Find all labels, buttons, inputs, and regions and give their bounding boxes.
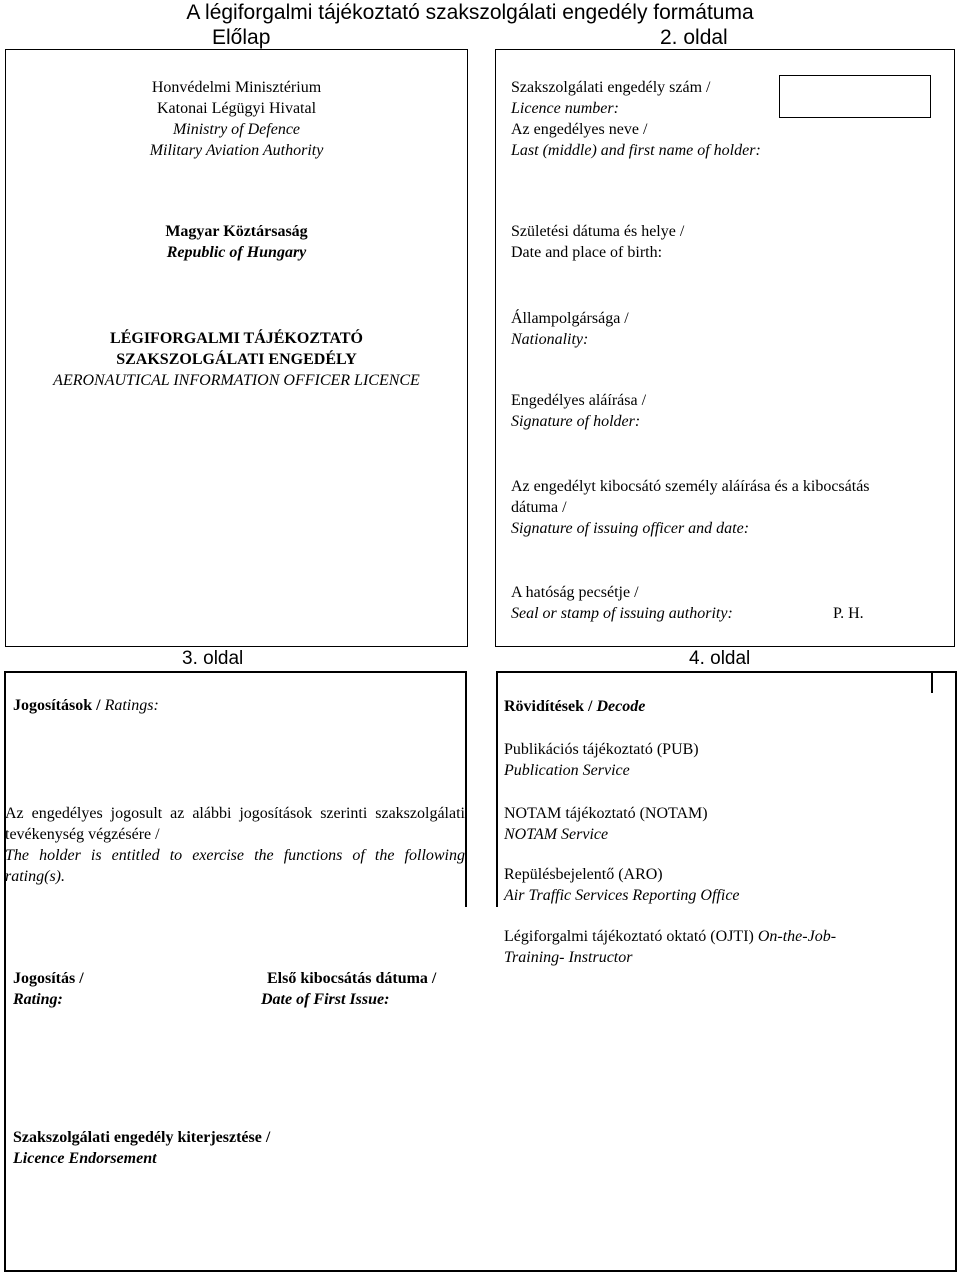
issuer-hu-line-1: Az engedélyt kibocsátó személy aláírása és a kibocsátás <box>511 478 870 495</box>
office-hu: Katonai Légügyi Hivatal <box>156 100 317 117</box>
page-4-left-border <box>496 671 498 907</box>
rating-en: Rating: <box>13 991 63 1008</box>
ojti-en-1: On-the-Job- <box>757 928 837 945</box>
ratings-hu: Jogosítások / <box>13 697 101 714</box>
aro-en: Air Traffic Services Reporting Office <box>504 887 740 904</box>
nationality-en: Nationality: <box>511 331 589 348</box>
endorsement-en: Licence Endorsement <box>13 1150 157 1167</box>
endorsement-hu: Szakszolgálati engedély kiterjesztése / <box>13 1129 271 1146</box>
ratings-en: Ratings: <box>104 697 159 714</box>
page-3-left-border <box>4 671 6 1271</box>
holder-name-en: Last (middle) and first name of holder: <box>511 142 761 159</box>
ph-label: P. H. <box>833 605 864 622</box>
ojti-en-2: Training- Instructor <box>504 949 633 966</box>
notam-hu: NOTAM tájékoztató (NOTAM) <box>504 805 708 822</box>
bottom-border <box>4 1270 957 1272</box>
page-3-right-border <box>465 671 467 907</box>
entitled-en: The holder is entitled to exercise the functions of the following rating(s). <box>5 847 465 885</box>
authority-en: Military Aviation Authority <box>149 142 324 159</box>
first-issue-en: Date of First Issue: <box>261 991 390 1008</box>
licence-title-line-1: LÉGIFORGALMI TÁJÉKOZTATÓ <box>110 330 363 347</box>
licence-number-hu: Szakszolgálati engedély szám / <box>511 79 711 96</box>
licence-number-en: Licence number: <box>511 100 619 117</box>
page-4-right-border <box>955 671 957 1271</box>
ministry-hu: Honvédelmi Minisztérium <box>151 79 322 96</box>
licence-number-field[interactable] <box>779 75 931 118</box>
holder-name-hu: Az engedélyes neve / <box>511 121 648 138</box>
ojti-hu: Légiforgalmi tájékoztató oktató (OJTI) <box>504 928 754 945</box>
pub-en: Publication Service <box>504 762 630 779</box>
page-4-label: 4. oldal <box>689 648 751 669</box>
country-hu: Magyar Köztársaság <box>165 223 308 240</box>
country-en: Republic of Hungary <box>166 244 307 261</box>
issuer-en: Signature of issuing officer and date: <box>511 520 750 537</box>
nationality-hu: Állampolgársága / <box>511 310 629 327</box>
ministry-en: Ministry of Defence <box>172 121 301 138</box>
birth-en: Date and place of birth: <box>511 244 663 261</box>
pub-hu: Publikációs tájékoztató (PUB) <box>504 741 699 758</box>
entitled-hu: Az engedélyes jogosult az alábbi jogosítások szerinti szakszolgálati tevékenység végzésére / <box>5 805 465 843</box>
birth-hu: Születési dátuma és helye / <box>511 223 685 240</box>
first-issue-hu: Első kibocsátás dátuma / <box>267 970 437 987</box>
page-2-label: 2. oldal <box>660 26 728 49</box>
signature-hu: Engedélyes aláírása / <box>511 392 647 409</box>
notam-en: NOTAM Service <box>504 826 609 843</box>
licence-title-line-2: SZAKSZOLGÁLATI ENGEDÉLY <box>116 351 357 368</box>
aro-hu: Repülésbejelentő (ARO) <box>504 866 663 883</box>
decode-hu: Rövidítések / <box>504 698 593 715</box>
signature-en: Signature of holder: <box>511 413 641 430</box>
ratings-heading <box>13 695 159 716</box>
issuer-hu-line-2: dátuma / <box>511 499 567 516</box>
page-3-label: 3. oldal <box>182 648 244 669</box>
page-title: A légiforgalmi tájékoztató szakszolgálati engedély formátuma <box>186 1 754 24</box>
seal-en: Seal or stamp of issuing authority: <box>511 605 733 622</box>
page-3-top-border <box>4 671 466 673</box>
rating-hu: Jogosítás / <box>13 970 84 987</box>
ojti-line-1 <box>504 926 836 947</box>
front-page-label: Előlap <box>212 26 271 49</box>
decode-heading <box>504 696 645 717</box>
licence-title-en: AERONAUTICAL INFORMATION OFFICER LICENCE <box>53 372 420 389</box>
page-4-marker-tick <box>931 671 933 693</box>
seal-hu: A hatóság pecsétje / <box>511 584 639 601</box>
page-4-top-border <box>496 671 956 673</box>
decode-en: Decode <box>596 698 646 715</box>
entitled-text <box>5 803 465 887</box>
